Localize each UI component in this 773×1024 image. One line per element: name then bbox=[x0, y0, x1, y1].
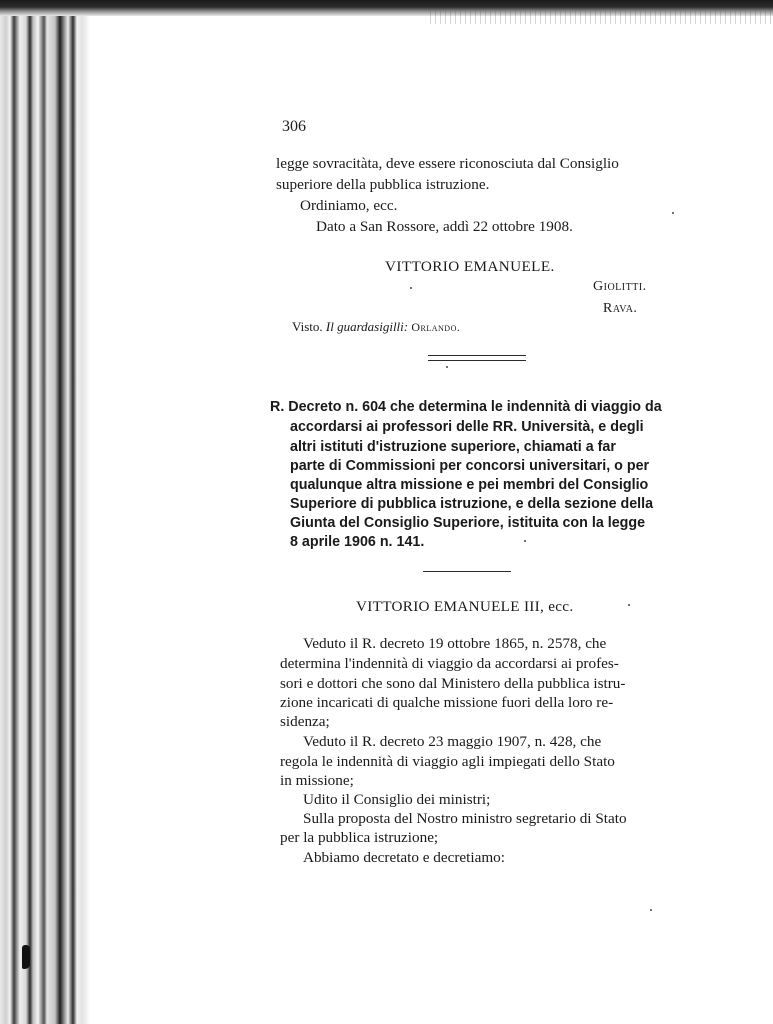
decree-heading-line: altri istituti d'istruzione superiore, chiamati a far bbox=[290, 439, 616, 455]
body-line: Abbiamo decretato e decretiamo: bbox=[303, 849, 505, 866]
signature-rava: Rava. bbox=[603, 301, 638, 316]
visto-line bbox=[292, 318, 460, 336]
king-signature: VITTORIO EMANUELE. bbox=[385, 258, 555, 275]
body-line: Sulla proposta del Nostro ministro segretario di Stato bbox=[303, 810, 627, 827]
scan-speck bbox=[672, 212, 674, 214]
decree-heading-line: accordarsi ai professori delle RR. Università, e degli bbox=[290, 419, 644, 435]
body-line: per la pubblica istruzione; bbox=[280, 829, 439, 846]
scan-speck bbox=[628, 604, 630, 606]
scan-speck bbox=[410, 287, 412, 289]
scan-speckle bbox=[430, 10, 773, 24]
decree-heading-line: parte di Commissioni per concorsi universitari, o per bbox=[290, 458, 650, 474]
body-line: in missione; bbox=[280, 772, 354, 789]
scan-speck bbox=[524, 540, 526, 542]
decree-heading-line: R. Decreto n. 604 che determina le indennità di viaggio da bbox=[270, 399, 662, 415]
signature-giolitti: Giolitti. bbox=[593, 279, 647, 294]
king-heading: VITTORIO EMANUELE III, ecc. bbox=[356, 598, 574, 615]
body-line: Veduto il R. decreto 19 ottobre 1865, n. 2578, che bbox=[303, 635, 607, 652]
body-line: sidenza; bbox=[280, 713, 330, 730]
scan-speck bbox=[650, 909, 652, 911]
decree-heading-line: 8 aprile 1906 n. 141. bbox=[290, 534, 425, 550]
body-line: determina l'indennità di viaggio da accordarsi ai profes- bbox=[280, 655, 619, 672]
visto-name: Orlando. bbox=[411, 320, 461, 334]
visto-label: Visto. bbox=[292, 319, 323, 334]
visto-role: Il guardasigilli: bbox=[325, 319, 409, 334]
ordiniamo-line: Ordiniamo, ecc. bbox=[300, 197, 398, 214]
text-line: superiore della pubblica istruzione. bbox=[276, 176, 490, 193]
body-line: Udito il Consiglio dei ministri; bbox=[303, 791, 491, 808]
scan-mark bbox=[22, 945, 30, 969]
decree-heading-line: qualunque altra missione e pei membri del Consiglio bbox=[290, 477, 649, 493]
separator-rule bbox=[428, 360, 526, 361]
dato-line: Dato a San Rossore, addì 22 ottobre 1908. bbox=[316, 218, 573, 235]
separator-rule bbox=[423, 571, 511, 572]
book-binding-edge bbox=[0, 0, 90, 1024]
body-line: regola le indennità di viaggio agli impiegati dello Stato bbox=[280, 753, 615, 770]
decree-heading-line: Giunta del Consiglio Superiore, istituita con la legge bbox=[290, 515, 646, 531]
decree-heading-line: Superiore di pubblica istruzione, e della sezione della bbox=[290, 496, 654, 512]
separator-rule bbox=[428, 355, 526, 356]
scan-speck bbox=[446, 366, 448, 368]
text-line: legge sovracitàta, deve essere riconosciuta dal Consiglio bbox=[276, 155, 619, 172]
page-number: 306 bbox=[282, 118, 306, 135]
body-line: zione incaricati di qualche missione fuori della loro re- bbox=[280, 694, 614, 711]
body-line: sori e dottori che sono dal Ministero della pubblica istru- bbox=[280, 675, 626, 692]
body-line: Veduto il R. decreto 23 maggio 1907, n. 428, che bbox=[303, 733, 602, 750]
